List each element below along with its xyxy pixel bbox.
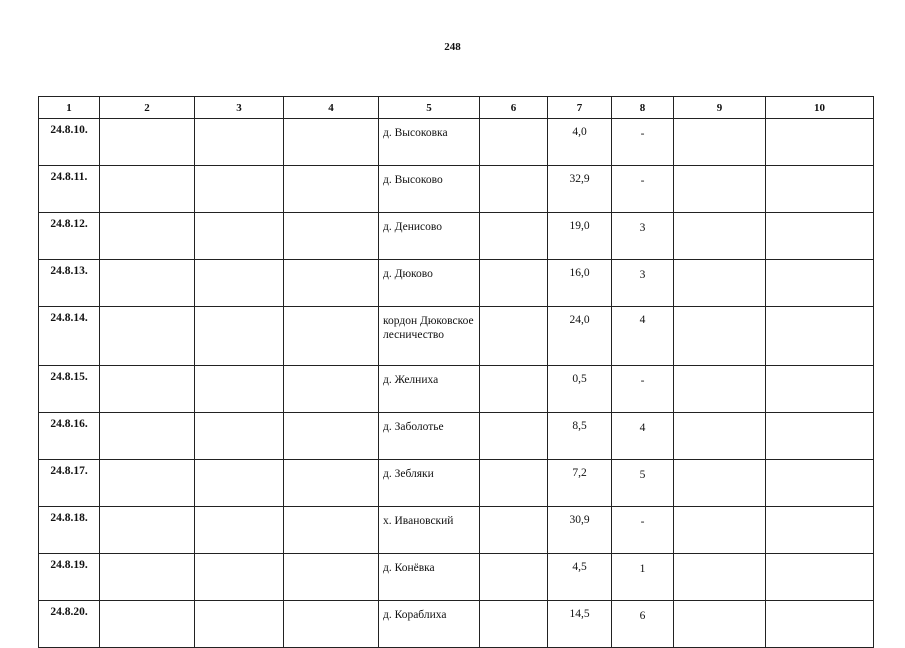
empty-cell	[766, 413, 874, 460]
table-row	[39, 413, 874, 460]
table-row	[39, 166, 874, 213]
empty-cell	[766, 507, 874, 554]
column-8-value: 3	[612, 213, 674, 260]
column-7-value: 7,2	[548, 460, 612, 507]
column-8-value: -	[612, 366, 674, 413]
empty-cell	[674, 507, 766, 554]
empty-cell	[674, 366, 766, 413]
settlement-name: д. Высоково	[379, 166, 480, 213]
empty-cell	[100, 119, 195, 166]
empty-cell	[480, 213, 548, 260]
column-header: 10	[766, 97, 874, 119]
row-number: 24.8.13.	[39, 260, 100, 307]
empty-cell	[195, 507, 284, 554]
column-header: 6	[480, 97, 548, 119]
settlements-table	[38, 96, 874, 648]
empty-cell	[100, 166, 195, 213]
column-7-value: 24,0	[548, 307, 612, 366]
row-number: 24.8.18.	[39, 507, 100, 554]
empty-cell	[766, 307, 874, 366]
empty-cell	[674, 213, 766, 260]
settlement-name: д. Высоковка	[379, 119, 480, 166]
empty-cell	[480, 366, 548, 413]
column-7-value: 4,5	[548, 554, 612, 601]
empty-cell	[480, 507, 548, 554]
table-row	[39, 601, 874, 648]
empty-cell	[766, 166, 874, 213]
column-7-value: 32,9	[548, 166, 612, 213]
column-header: 5	[379, 97, 480, 119]
column-8-value: 1	[612, 554, 674, 601]
empty-cell	[480, 601, 548, 648]
empty-cell	[674, 554, 766, 601]
empty-cell	[100, 366, 195, 413]
empty-cell	[674, 119, 766, 166]
column-7-value: 30,9	[548, 507, 612, 554]
settlement-name: д. Зебляки	[379, 460, 480, 507]
row-number: 24.8.15.	[39, 366, 100, 413]
column-header: 3	[195, 97, 284, 119]
empty-cell	[100, 413, 195, 460]
row-number: 24.8.20.	[39, 601, 100, 648]
empty-cell	[284, 601, 379, 648]
empty-cell	[766, 601, 874, 648]
row-number: 24.8.11.	[39, 166, 100, 213]
table-row	[39, 119, 874, 166]
row-number: 24.8.14.	[39, 307, 100, 366]
empty-cell	[480, 260, 548, 307]
settlement-name: д. Желниха	[379, 366, 480, 413]
column-header: 9	[674, 97, 766, 119]
empty-cell	[480, 413, 548, 460]
empty-cell	[674, 260, 766, 307]
settlement-name: д. Денисово	[379, 213, 480, 260]
empty-cell	[480, 460, 548, 507]
empty-cell	[284, 554, 379, 601]
empty-cell	[284, 413, 379, 460]
empty-cell	[284, 460, 379, 507]
row-number: 24.8.10.	[39, 119, 100, 166]
empty-cell	[480, 307, 548, 366]
column-7-value: 14,5	[548, 601, 612, 648]
column-header: 2	[100, 97, 195, 119]
empty-cell	[766, 554, 874, 601]
empty-cell	[195, 119, 284, 166]
row-number: 24.8.19.	[39, 554, 100, 601]
column-8-value: 6	[612, 601, 674, 648]
column-header: 7	[548, 97, 612, 119]
column-7-value: 19,0	[548, 213, 612, 260]
row-number: 24.8.17.	[39, 460, 100, 507]
table-row	[39, 307, 874, 366]
settlement-name: д. Дюково	[379, 260, 480, 307]
empty-cell	[100, 307, 195, 366]
empty-cell	[284, 260, 379, 307]
empty-cell	[674, 307, 766, 366]
column-8-value: 4	[612, 413, 674, 460]
settlement-name: д. Заболотье	[379, 413, 480, 460]
empty-cell	[284, 366, 379, 413]
empty-cell	[674, 601, 766, 648]
empty-cell	[674, 413, 766, 460]
empty-cell	[100, 507, 195, 554]
table-row	[39, 554, 874, 601]
column-8-value: -	[612, 507, 674, 554]
table-row	[39, 213, 874, 260]
empty-cell	[195, 554, 284, 601]
empty-cell	[674, 166, 766, 213]
column-8-value: 5	[612, 460, 674, 507]
column-7-value: 16,0	[548, 260, 612, 307]
column-header: 8	[612, 97, 674, 119]
empty-cell	[284, 507, 379, 554]
empty-cell	[195, 166, 284, 213]
empty-cell	[284, 307, 379, 366]
empty-cell	[766, 119, 874, 166]
empty-cell	[195, 601, 284, 648]
table-row	[39, 507, 874, 554]
settlement-name: кордон Дюковское лесничество	[379, 307, 480, 366]
empty-cell	[284, 213, 379, 260]
empty-cell	[480, 166, 548, 213]
table-row	[39, 260, 874, 307]
empty-cell	[674, 460, 766, 507]
empty-cell	[284, 166, 379, 213]
empty-cell	[284, 119, 379, 166]
column-header: 1	[39, 97, 100, 119]
column-8-value: 4	[612, 307, 674, 366]
column-7-value: 4,0	[548, 119, 612, 166]
empty-cell	[195, 260, 284, 307]
table-row	[39, 460, 874, 507]
empty-cell	[195, 413, 284, 460]
empty-cell	[100, 260, 195, 307]
empty-cell	[480, 119, 548, 166]
page-number: 248	[444, 41, 461, 53]
column-8-value: -	[612, 166, 674, 213]
row-number: 24.8.16.	[39, 413, 100, 460]
empty-cell	[766, 366, 874, 413]
settlement-name: х. Ивановский	[379, 507, 480, 554]
empty-cell	[100, 213, 195, 260]
empty-cell	[766, 260, 874, 307]
empty-cell	[100, 460, 195, 507]
empty-cell	[195, 213, 284, 260]
column-7-value: 0,5	[548, 366, 612, 413]
empty-cell	[480, 554, 548, 601]
column-header: 4	[284, 97, 379, 119]
table-row	[39, 366, 874, 413]
empty-cell	[195, 307, 284, 366]
header-row	[39, 97, 874, 119]
empty-cell	[195, 460, 284, 507]
empty-cell	[766, 213, 874, 260]
empty-cell	[100, 554, 195, 601]
settlement-name: д. Конёвка	[379, 554, 480, 601]
empty-cell	[766, 460, 874, 507]
column-7-value: 8,5	[548, 413, 612, 460]
empty-cell	[100, 601, 195, 648]
settlement-name: д. Кораблиха	[379, 601, 480, 648]
column-8-value: -	[612, 119, 674, 166]
column-8-value: 3	[612, 260, 674, 307]
row-number: 24.8.12.	[39, 213, 100, 260]
empty-cell	[195, 366, 284, 413]
